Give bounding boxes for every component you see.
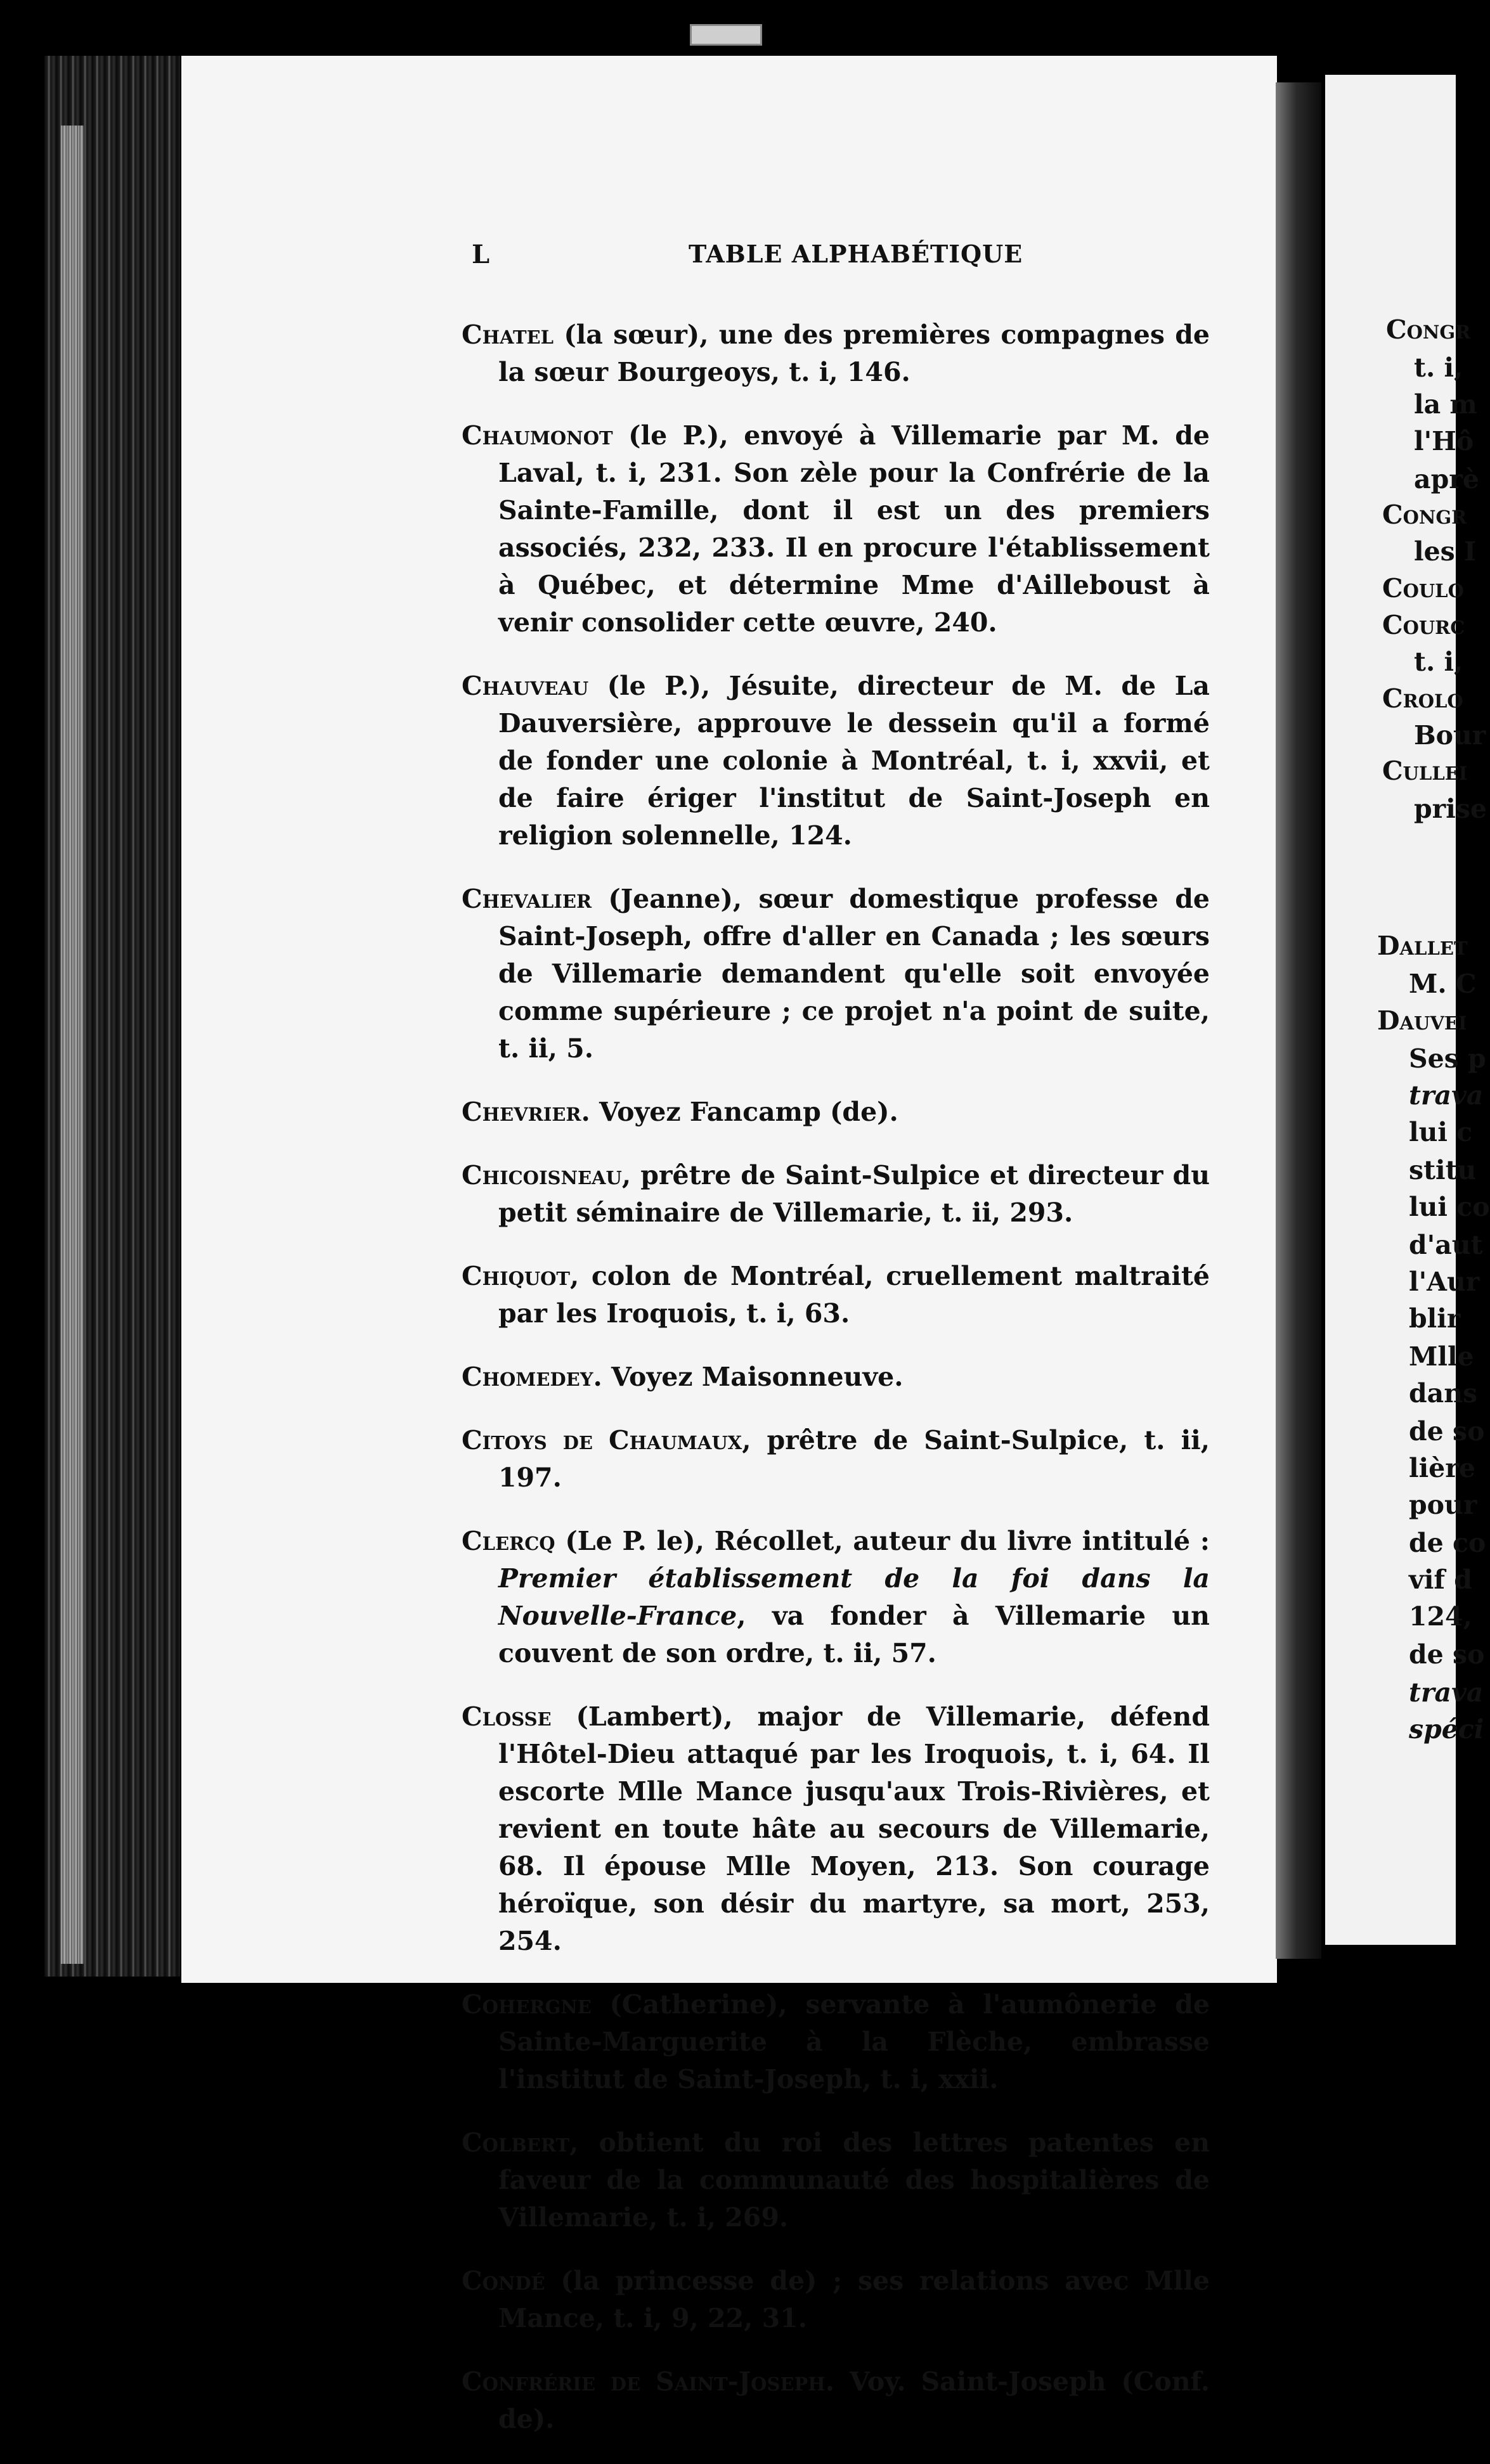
index-entry	[462, 1422, 1210, 1497]
scan-clip	[690, 24, 762, 46]
facing-page-line: Congr	[1386, 314, 1471, 345]
facing-page	[1325, 75, 1490, 1945]
facing-page-line: Mlle	[1409, 1341, 1474, 1372]
entry-text: , prêtre de Saint-Sulpice, t. ii, 197.	[498, 1425, 1210, 1493]
index-entry	[462, 316, 1210, 391]
headword: Chomedey.	[462, 1362, 602, 1392]
index-entries	[462, 290, 1210, 2464]
entry-text: (le P.), Jésuite, directeur de M. de La Dauversière, approuve le dessein qu'il a formé de fonder une colonie à Montréal, t. i, xxvii, et de faire ériger l'institut de Saint-Joseph en religion solennelle, 124.	[498, 671, 1210, 851]
index-entry	[462, 1258, 1210, 1332]
facing-page-line: lui co	[1409, 1192, 1490, 1222]
facing-page-line: vif d	[1409, 1564, 1472, 1595]
facing-page-line: dans	[1409, 1378, 1478, 1409]
entry-text: (Lambert), major de Villemarie, défend l'Hôtel-Dieu attaqué par les Iroquois, t. i, 64. Il escorte Mlle Mance jusqu'aux Trois-Rivières, et revient en toute hâte au secours de Villemarie, 68. Il épouse Mlle Moyen, 213. Son courage héroïque, son désir du martyre, sa mort, 253, 254.	[498, 1701, 1210, 1956]
facing-page-line: trava	[1409, 1677, 1484, 1708]
index-entry	[462, 668, 1210, 855]
facing-page-line: l'Aur	[1409, 1267, 1480, 1297]
index-entry	[462, 2124, 1210, 2236]
facing-page-line: Coulo	[1382, 573, 1464, 603]
index-entry	[462, 880, 1210, 1068]
headword: Cohergne	[462, 1989, 592, 2020]
index-entry	[462, 2262, 1210, 2337]
index-entry	[462, 1157, 1210, 1232]
facing-page-line: Courc	[1382, 610, 1465, 640]
entry-text: , obtient du roi des lettres patentes en faveur de la communauté des hospitalières de Villemarie, t. i, 269.	[498, 2127, 1210, 2233]
headword: Clercq	[462, 1526, 555, 1556]
facing-page-line: trava	[1409, 1080, 1484, 1111]
facing-page-line: lière	[1409, 1453, 1475, 1483]
facing-page-line: lui c	[1409, 1117, 1473, 1147]
facing-page-line: l'Hô	[1414, 426, 1474, 456]
facing-page-line: stitu	[1409, 1155, 1477, 1185]
facing-page-line: les I	[1414, 536, 1477, 567]
index-entry	[462, 417, 1210, 642]
facing-page-line: Crolo	[1382, 683, 1463, 714]
facing-page-line: de so	[1409, 1639, 1485, 1670]
index-entry	[462, 1986, 1210, 2098]
facing-page-line: t. i,	[1414, 647, 1463, 677]
facing-page-line: blir	[1409, 1303, 1461, 1334]
headword: Chevrier.	[462, 1097, 590, 1127]
index-entry	[462, 1093, 1210, 1131]
facing-page-line: Dauvei	[1377, 1005, 1467, 1036]
entry-text: (Catherine), servante à l'aumônerie de Sainte-Marguerite à la Flèche, embrasse l'institut de Saint-Joseph, t. i, xxii.	[498, 1989, 1210, 2094]
headword: Chauveau	[462, 671, 589, 701]
facing-page-line: Dallet	[1377, 931, 1468, 961]
facing-page-line: Cullei	[1382, 756, 1468, 786]
headword: Condé	[462, 2266, 545, 2296]
headword: Chaumonot	[462, 420, 613, 451]
entry-text: Voyez Maisonneuve.	[602, 1362, 904, 1392]
headword: Confrérie de Saint-Joseph.	[462, 2366, 834, 2397]
entry-text: (le P.), envoyé à Villemarie par M. de Laval, t. i, 231. Son zèle pour la Confrérie de la Sainte-Famille, dont il est un des premiers associés, 232, 233. Il en procure l'établissement à Québec, et détermine Mme d'Ailleboust à venir consolider cette œuvre, 240.	[498, 420, 1210, 638]
page-number: L	[472, 240, 490, 269]
entry-text: (la sœur), une des premières compagnes de la sœur Bourgeoys, t. i, 146.	[498, 319, 1210, 387]
headword: Chevalier	[462, 884, 592, 914]
index-entry	[462, 1698, 1210, 1960]
entry-text: , prêtre de Saint-Sulpice et directeur du petit séminaire de Villemarie, t. ii, 293.	[498, 1160, 1210, 1228]
facing-page-line: pour	[1409, 1490, 1477, 1520]
entry-text: , colon de Montréal, cruellement maltraité par les Iroquois, t. i, 63.	[498, 1261, 1210, 1329]
entry-text: Voyez Fancamp (de).	[590, 1097, 898, 1127]
facing-page-line: de co	[1409, 1528, 1486, 1558]
index-entry	[462, 1358, 1210, 1396]
headword: Colbert	[462, 2127, 570, 2158]
facing-page-line: d'aut	[1409, 1230, 1483, 1260]
facing-page-line: 124,	[1409, 1601, 1472, 1632]
book-title: Premier établissement de la foi dans la Nouvelle-France	[498, 1563, 1210, 1631]
facing-page-line: prise	[1414, 794, 1487, 824]
facing-page-line: Bour	[1414, 720, 1486, 751]
index-entry	[462, 2363, 1210, 2438]
facing-page-line: t. i,	[1414, 352, 1463, 383]
book-spine-edge	[61, 126, 84, 1964]
entry-text: (Jeanne), sœur domestique professe de Saint-Joseph, offre d'aller en Canada ; les sœurs de Villemarie demandent qu'elle soit envoyée comme supérieure ; ce projet n'a point de suite, t. ii, 5.	[498, 884, 1210, 1064]
headword: Closse	[462, 1701, 552, 1732]
facing-page-line: de so	[1409, 1416, 1485, 1447]
index-entry	[462, 1523, 1210, 1672]
facing-page-line: spéci	[1409, 1714, 1484, 1745]
headword: Chiquot	[462, 1261, 570, 1291]
entry-text: , va fonder à Villemarie un couvent de son ordre, t. ii, 57.	[498, 1601, 1210, 1668]
headword: Chicoisneau	[462, 1160, 622, 1190]
running-title: TABLE ALPHABÉTIQUE	[689, 240, 1023, 268]
facing-page-line: Congr	[1382, 500, 1467, 530]
headword: Citoys de Chaumaux	[462, 1425, 742, 1455]
entry-text: Voy. Saint-Joseph (Conf. de).	[498, 2366, 1210, 2434]
headword: Chatel	[462, 319, 554, 350]
facing-page-line: la m	[1414, 389, 1477, 420]
facing-page-line: Ses p	[1409, 1043, 1486, 1074]
facing-page-line: M. C	[1409, 969, 1477, 999]
gutter-shadow	[1276, 82, 1321, 1959]
entry-text: (la princesse de) ; ses relations avec Mlle Mance, t. i, 9, 22, 31.	[498, 2266, 1210, 2333]
entry-text: (Le P. le), Récollet, auteur du livre intitulé :	[555, 1526, 1210, 1556]
facing-page-line: aprè	[1414, 464, 1479, 494]
